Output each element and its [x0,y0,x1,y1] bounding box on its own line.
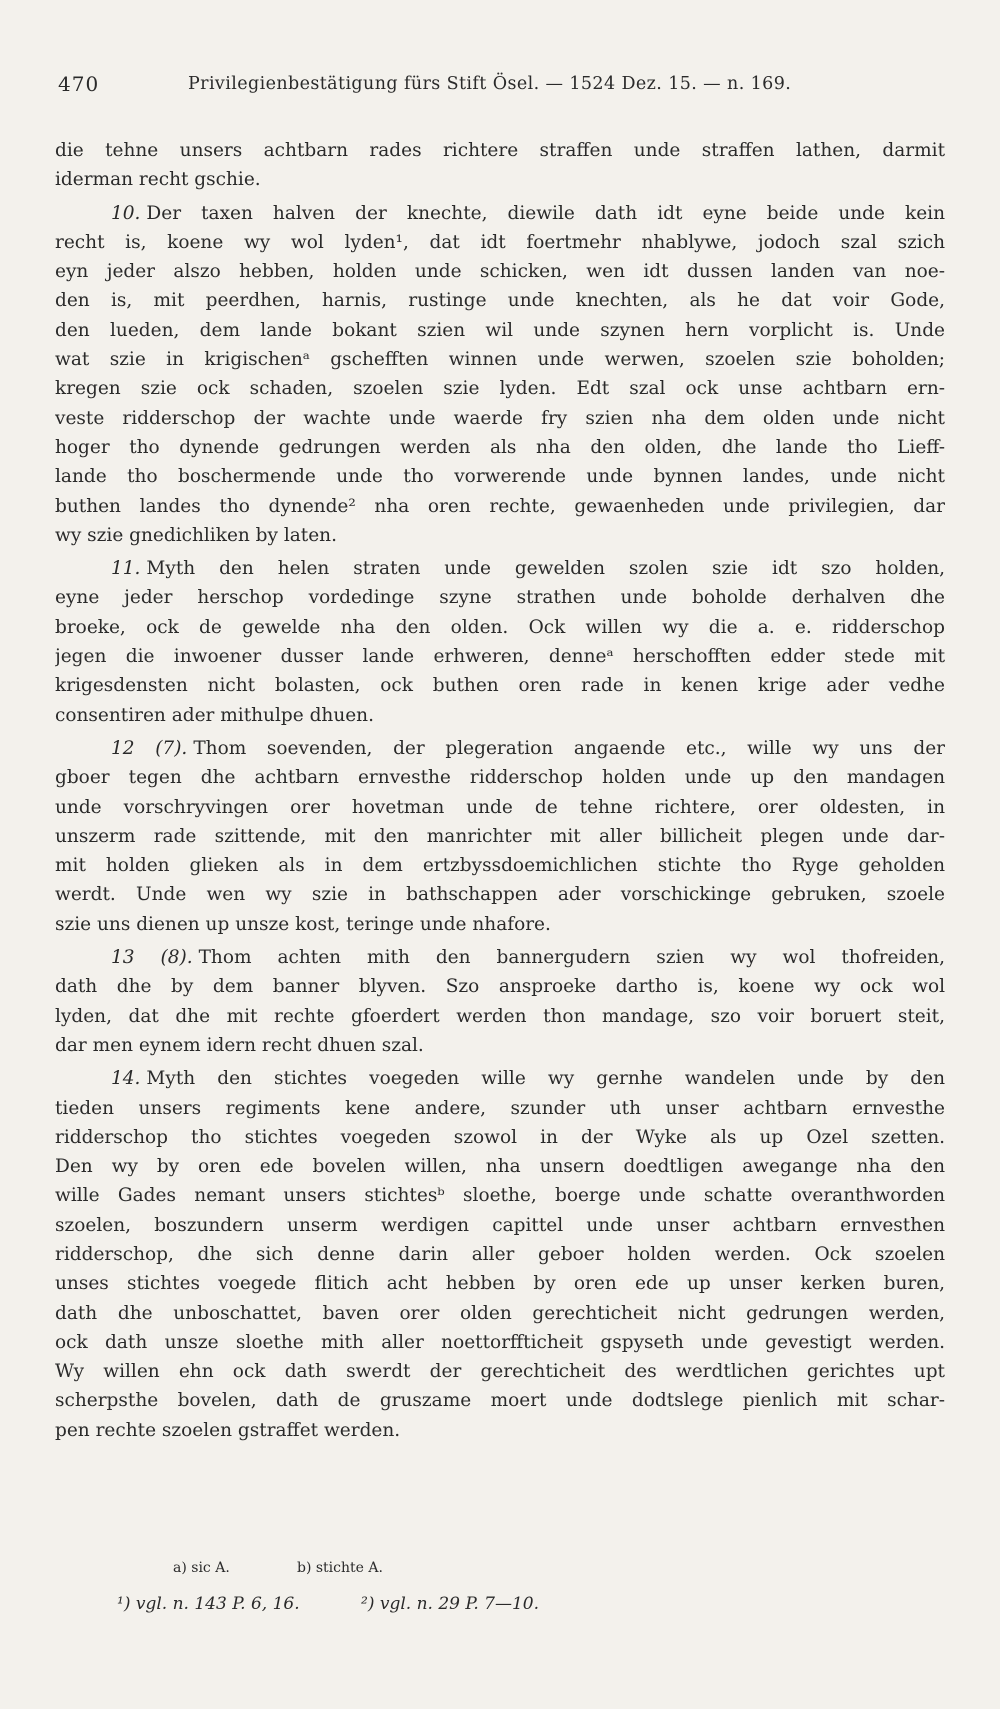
text-line [55,701,945,730]
text-line [55,345,945,374]
text-line [55,880,945,909]
line-text: Myth den stichtes voegeden wille wy gernhe wandelen unde by den [146,1068,945,1090]
text-line [55,851,945,880]
line-text: dath dhe unboschattet, baven orer olden gerechticheit nicht gedrungen werden, [55,1302,945,1324]
text-line [55,1002,945,1031]
text-line [55,165,945,194]
text-line [55,462,945,491]
running-title: Privilegienbestätigung fürs Stift Ösel. — 1524 Dez. 15. — n. 169. [188,74,792,94]
line-text: lande tho boschermende unde tho vorwerende unde bynnen landes, unde nicht [55,466,945,488]
line-text: wy szie gnedichliken by laten. [55,524,337,546]
line-text: Thom soevenden, der plegeration angaende etc., wille wy uns der [193,737,945,759]
footnotes [55,1560,945,1622]
page-header [0,72,1000,108]
text-line [55,822,945,851]
text-line [55,1152,945,1181]
line-text: veste ridderschop der wachte unde waerde fry szien nha dem olden unde nicht [55,407,945,429]
text-line [55,734,945,763]
line-text: broeke, ock de gewelde nha den olden. Ock willen wy die a. e. ridderschop [55,616,945,638]
textual-notes [55,1560,945,1584]
text-line [55,1031,945,1060]
text-line [55,433,945,462]
line-text: buthen landes tho dynende² nha oren rechte, gewaenheden unde privilegien, dar [55,495,945,517]
footnote-row [55,1594,945,1622]
line-text: jegen die inwoener dusser lande erhweren, denneᵃ herschofften edder stede mit [55,646,945,668]
line-text: szoelen, boszundern unserm werdigen capittel unde unser achtbarn ernvesthen [55,1214,945,1236]
paragraph [55,554,945,730]
text-line [55,1064,945,1093]
footnote-1: ¹) vgl. n. 143 P. 6, 16. [117,1594,300,1614]
line-text: wille Gades nemant unsers stichtesᵇ sloethe, boerge unde schatte overanthworden [55,1185,945,1207]
line-text: ridderschop, dhe sich denne darin aller geboer holden werden. Ock szoelen [55,1243,945,1265]
paragraph-number: 12 (7). [111,737,188,759]
line-text: den lueden, dem lande bokant szien wil unde szynen hern vorplicht is. Unde [55,319,945,341]
paragraph-number: 13 (8). [111,947,193,969]
text-line [55,286,945,315]
text-line [55,910,945,939]
line-text: iderman recht gschie. [55,169,261,191]
line-text: krigesdensten nicht bolasten, ock buthen oren rade in kenen krige ader vedhe [55,675,945,697]
text-line [55,1357,945,1386]
text-line [55,972,945,1001]
text-line [55,1094,945,1123]
line-text: Myth den helen straten unde gewelden szolen szie idt szo holden, [146,558,945,580]
line-text: dath dhe by dem banner blyven. Szo ansproeke dartho is, koene wy ock wol [55,976,945,998]
text-line [55,404,945,433]
line-text: eyn jeder alszo hebben, holden unde schicken, wen idt dussen landen van noe- [55,261,945,283]
line-text: dar men eynem idern recht dhuen szal. [55,1034,424,1056]
text-line [55,793,945,822]
text-line [55,1269,945,1298]
text-line [55,671,945,700]
line-text: ock dath unsze sloethe mith aller noettorffticheit gspyseth unde gevestigt werden. [55,1331,945,1353]
paragraph-number: 10. [111,202,141,224]
text-line [55,136,945,165]
text-line [55,763,945,792]
line-text: Der taxen halven der knechte, diewile dath idt eyne beide unde kein [146,202,945,224]
line-text: szie uns dienen up unsze kost, teringe unde nhafore. [55,913,551,935]
paragraph-number: 11. [111,558,141,580]
line-text: tieden unsers regiments kene andere, szunder uth unser achtbarn ernvesthe [55,1097,945,1119]
line-text: den is, mit peerdhen, harnis, rustinge unde knechten, als he dat voir Gode, [55,290,945,312]
text-line [55,1211,945,1240]
line-text: wat szie in krigischenᵃ gschefften winnen unde werwen, szoelen szie boholden; [55,349,945,371]
text-line [55,613,945,642]
line-text: unses stichtes voegede flitich acht hebben by oren ede up unser kerken buren, [55,1273,945,1295]
line-text: hoger tho dynende gedrungen werden als nha den olden, dhe lande tho Lieff- [55,436,945,458]
paragraph [55,199,945,551]
text-line [55,1386,945,1415]
line-text: unde vorschryvingen orer hovetman unde de tehne richtere, orer oldesten, in [55,796,945,818]
line-text: unszerm rade szittende, mit den manrichter mit aller billicheit plegen unde dar- [55,825,945,847]
paragraph [55,136,945,195]
text-line [55,257,945,286]
text-line [55,521,945,550]
text-line [55,374,945,403]
text-line [55,1299,945,1328]
text-line [55,1123,945,1152]
line-text: werdt. Unde wen wy szie in bathschappen ader vorschickinge gebruken, szoele [55,884,945,906]
line-text: eyne jeder herschop vordedinge szyne strathen unde boholde derhalven dhe [55,587,945,609]
paragraph [55,943,945,1060]
line-text: Den wy by oren ede bovelen willen, nha unsern doedtligen awegange nha den [55,1156,945,1178]
line-text: ridderschop tho stichtes voegeden szowol in der Wyke als up Ozel szetten. [55,1126,945,1148]
line-text: recht is, koene wy wol lyden¹, dat idt foertmehr nhablywe, jodoch szal szich [55,231,945,253]
line-text: mit holden glieken als in dem ertzbyssdoemichlichen stichte tho Ryge geholden [55,855,945,877]
document-body [55,136,945,1449]
line-text: Wy willen ehn ock dath swerdt der gerechticheit des werdtlichen gerichtes upt [55,1361,945,1383]
line-text: pen rechte szoelen gstraffet werden. [55,1419,401,1441]
line-text: kregen szie ock schaden, szoelen szie lyden. Edt szal ock unse achtbarn ern- [55,378,945,400]
text-line [55,1181,945,1210]
textual-note-b: b) stichte A. [297,1560,383,1576]
text-line [55,943,945,972]
text-line [55,1240,945,1269]
paragraph-number: 14. [111,1068,141,1090]
text-line [55,1416,945,1445]
line-text: gboer tegen dhe achtbarn ernvesthe ridderschop holden unde up den mandagen [55,767,945,789]
text-line [55,199,945,228]
text-line [55,554,945,583]
line-text: lyden, dat dhe mit rechte gfoerdert werden thon mandage, szo voir boruert steit, [55,1005,945,1027]
paragraph [55,1064,945,1445]
text-line [55,583,945,612]
text-line [55,492,945,521]
text-line [55,642,945,671]
text-line [55,1328,945,1357]
line-text: Thom achten mith den bannergudern szien wy wol thofreiden, [198,947,945,969]
text-line [55,316,945,345]
line-text: die tehne unsers achtbarn rades richtere straffen unde straffen lathen, darmit [55,140,945,161]
paragraph [55,734,945,939]
text-line [55,228,945,257]
page-number: 470 [58,72,100,96]
line-text: scherpsthe bovelen, dath de gruszame moert unde dodtslege pienlich mit schar- [55,1390,945,1412]
textual-note-a: a) sic A. [173,1560,230,1576]
footnote-2: ²) vgl. n. 29 P. 7—10. [361,1594,540,1614]
line-text: consentiren ader mithulpe dhuen. [55,704,374,726]
